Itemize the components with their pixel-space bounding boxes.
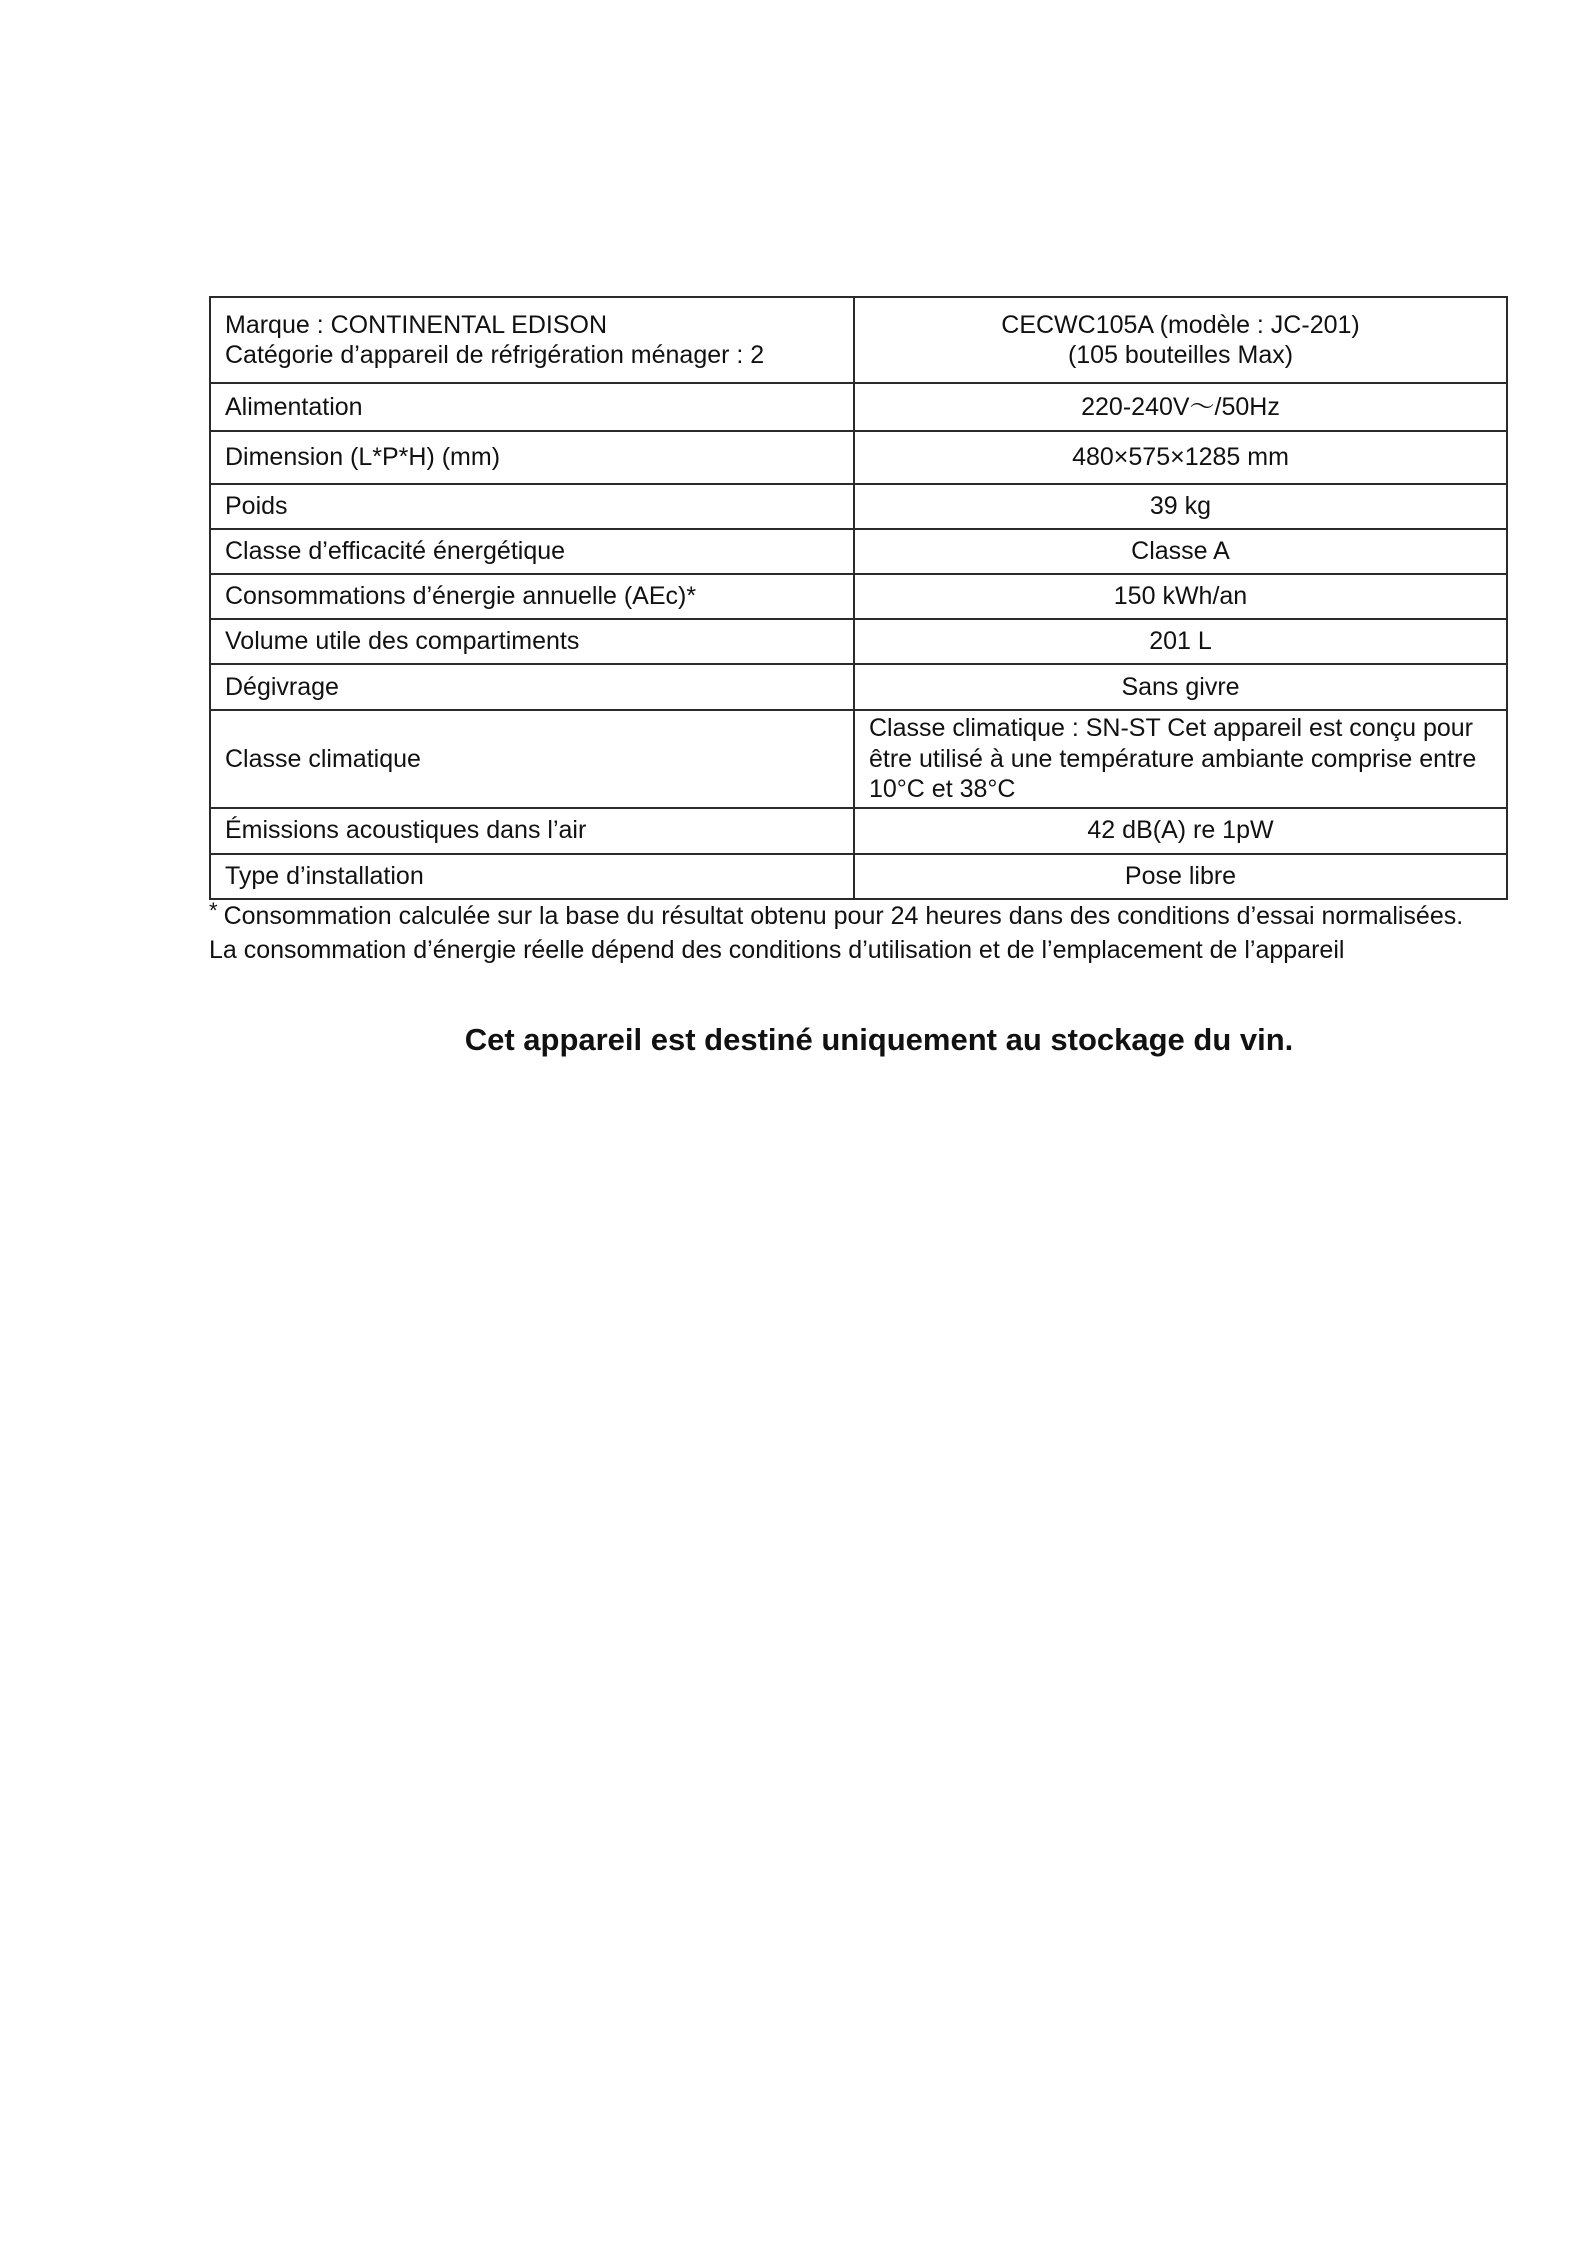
table-cell-value: Sans givre (854, 664, 1507, 710)
table-row (210, 529, 1507, 574)
climate-line: Classe climatique : SN-ST Cet appareil est conçu pour (869, 714, 1473, 742)
table-cell-value (854, 297, 1507, 383)
table-row (210, 710, 1507, 808)
table-cell-value: 201 L (854, 619, 1507, 664)
footnote-marker: * (209, 898, 218, 923)
table-row (210, 484, 1507, 529)
table-cell-label: Alimentation (210, 383, 854, 431)
footnote-text: Consommation calculée sur la base du résultat obtenu pour 24 heures dans des conditions d’essai normalisées. (223, 902, 1464, 930)
table-cell-label (210, 297, 854, 383)
table-row (210, 808, 1507, 854)
table-row (210, 574, 1507, 619)
table-row (210, 854, 1507, 899)
specifications-table (209, 296, 1508, 900)
category-line: Catégorie d’appareil de réfrigération ménager : 2 (225, 341, 765, 369)
table-cell-value: 220-240V～/50Hz (854, 383, 1507, 431)
closing-statement: Cet appareil est destiné uniquement au stockage du vin. (464, 1022, 1294, 1057)
table-cell-value: 150 kWh/an (854, 574, 1507, 619)
table-cell-value: 480×575×1285 mm (854, 431, 1507, 484)
footnote-line (209, 894, 1539, 933)
table-cell-label: Classe d’efficacité énergétique (210, 529, 854, 574)
table-cell-value: Classe A (854, 529, 1507, 574)
table-cell-label: Dimension (L*P*H) (mm) (210, 431, 854, 484)
table-cell-label: Dégivrage (210, 664, 854, 710)
model-line: CECWC105A (modèle : JC-201) (1001, 310, 1360, 339)
table-row (210, 297, 1507, 383)
climate-line: être utilisé à une température ambiante comprise entre (869, 744, 1477, 773)
table-cell-label: Type d’installation (210, 854, 854, 899)
footnote-line: La consommation d’énergie réelle dépend des conditions d’utilisation et de l’emplacement de l’appareil (209, 936, 1345, 964)
table-cell-value (854, 710, 1507, 808)
table-cell-value: 39 kg (854, 484, 1507, 529)
table-row (210, 619, 1507, 664)
table-row (210, 383, 1507, 431)
brand-line: Marque : CONTINENTAL EDISON (225, 310, 608, 339)
table-row (210, 664, 1507, 710)
table-row (210, 431, 1507, 484)
climate-line: 10°C et 38°C (869, 775, 1016, 803)
footnote (209, 894, 1539, 967)
table-cell-label: Volume utile des compartiments (210, 619, 854, 664)
table-cell-value: 42 dB(A) re 1pW (854, 808, 1507, 854)
table-cell-label: Émissions acoustiques dans l’air (210, 808, 854, 854)
capacity-line: (105 bouteilles Max) (1067, 341, 1294, 369)
table-cell-value: Pose libre (854, 854, 1507, 899)
table-cell-label: Classe climatique (210, 710, 854, 808)
table-cell-label: Consommations d’énergie annuelle (AEc)* (210, 574, 854, 619)
table-cell-label: Poids (210, 484, 854, 529)
